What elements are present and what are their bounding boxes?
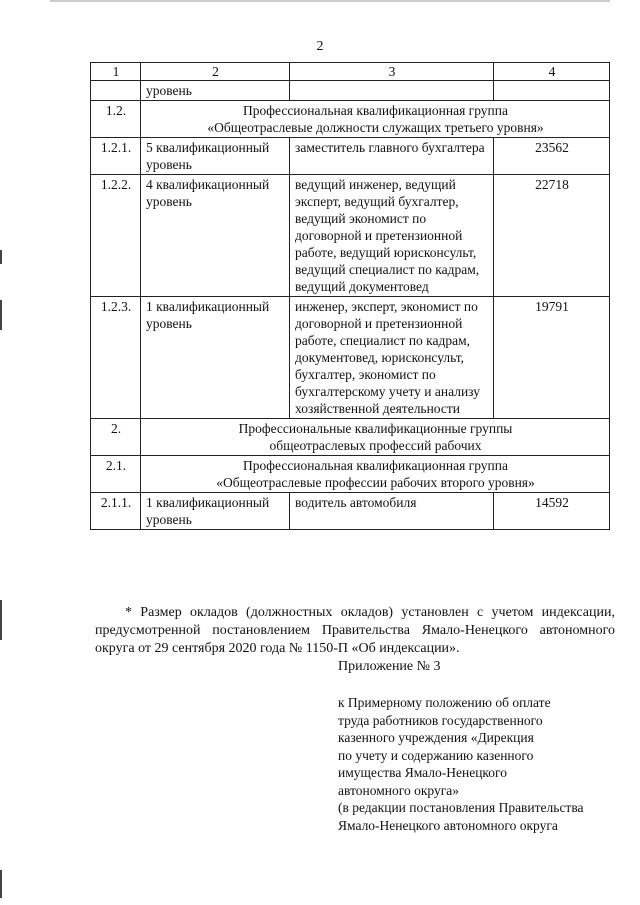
positions-cell-text: заместитель главного бухгалтера [295, 140, 485, 155]
row-number-cell [91, 175, 141, 297]
footnote-text: * Размер окладов (должностных окладов) установлен с учетом индексации, предусмотренной постановлением Правительства Ямало-Ненецкого автономного округа от 29 сентября 2020 года № 1150-П «Об индексации». [95, 605, 615, 656]
row-number-cell-text: 1.2.1. [100, 140, 132, 155]
salary-cell-text: 23562 [535, 140, 569, 155]
positions-cell [290, 297, 494, 419]
appendix-body: к Примерному положению об оплате труда работников государственного казенного учреждения «Дирекция по учету и содержанию казенного имущества Ямало-Ненецкого автономного округа» (в редакции постановления Правительства Ямало-Ненецкого автономного округа [338, 695, 584, 833]
group-row [91, 456, 610, 493]
qualification-level-cell [141, 81, 290, 101]
salary-cell [494, 297, 610, 419]
qualification-level-cell-text: уровень [146, 83, 192, 98]
salary-cell-text: 19791 [535, 299, 569, 314]
row-number-cell-text: 1.2. [105, 103, 127, 118]
header-cell: 3 [290, 63, 494, 81]
qualification-level-cell [141, 175, 290, 297]
qualification-level-cell-text: 1 квалификационный уровень [146, 299, 270, 331]
table-row [91, 138, 610, 175]
row-number-cell-text: 1.2.3. [100, 299, 132, 314]
scan-edge-mark [0, 250, 2, 264]
appendix-title: Приложение № 3 [338, 659, 441, 674]
row-number-cell-text: 2.1.1. [100, 495, 132, 510]
appendix-block [338, 658, 638, 834]
positions-cell-text: водитель автомобиля [295, 495, 417, 510]
row-number-cell [91, 456, 141, 493]
qualification-level-cell [141, 138, 290, 175]
group-title-cell [141, 456, 610, 493]
qualification-level-cell-text: 4 квалификационный уровень [146, 177, 270, 209]
group-title-cell-text: Профессиональная квалификационная группа «Общеотраслевые должности служащих третьего уровня» [207, 103, 544, 135]
table-row [91, 175, 610, 297]
scan-edge-mark [0, 600, 2, 640]
positions-cell [290, 175, 494, 297]
salary-cell [494, 175, 610, 297]
table-row [91, 81, 610, 101]
table-row [91, 493, 610, 530]
footnote [95, 604, 615, 658]
row-number-cell-text: 1.2.2. [100, 177, 132, 192]
header-cell: 1 [91, 63, 141, 81]
salary-cell [494, 138, 610, 175]
group-row [91, 101, 610, 138]
row-number-cell [91, 297, 141, 419]
group-title-cell [141, 419, 610, 456]
row-number-cell [91, 419, 141, 456]
header-cell: 2 [141, 63, 290, 81]
group-title-cell-text: Профессиональные квалификационные группы общеотраслевых профессий рабочих [238, 421, 513, 453]
positions-cell [290, 493, 494, 530]
row-number-cell-text: 2. [110, 421, 122, 436]
row-number-cell [91, 101, 141, 138]
salary-cell-text: 14592 [535, 495, 569, 510]
positions-cell [290, 138, 494, 175]
qualification-level-cell-text: 1 квалификационный уровень [146, 495, 270, 527]
qualification-level-cell [141, 493, 290, 530]
salary-table [90, 62, 610, 530]
row-number-cell [91, 138, 141, 175]
salary-cell-text: 22718 [535, 177, 569, 192]
group-row [91, 419, 610, 456]
scan-top-edge [50, 0, 610, 2]
group-title-cell-text: Профессиональная квалификационная группа «Общеотраслевые профессии рабочих второго уровня» [216, 458, 535, 490]
row-number-cell [91, 81, 141, 101]
group-title-cell [141, 101, 610, 138]
salary-table-body [91, 63, 610, 530]
salary-cell [494, 493, 610, 530]
page-number: 2 [316, 39, 324, 54]
row-number-cell [91, 493, 141, 530]
qualification-level-cell-text: 5 квалификационный уровень [146, 140, 270, 172]
qualification-level-cell [141, 297, 290, 419]
salary-cell [494, 81, 610, 101]
table-row [91, 297, 610, 419]
positions-cell [290, 81, 494, 101]
scan-edge-mark [0, 300, 2, 330]
header-cell: 4 [494, 63, 610, 81]
row-number-cell-text: 2.1. [105, 458, 127, 473]
table-header-row [91, 63, 610, 81]
positions-cell-text: инженер, эксперт, экономист по договорной и претензионной работе, специалист по кадрам, документовед, юрисконсульт, бухгалтер, экономист по бухгалтерскому учету и анализу хозяйственной деятельности [295, 299, 480, 416]
positions-cell-text: ведущий инженер, ведущий эксперт, ведущий бухгалтер, ведущий экономист по договорной и претензионной работе, ведущий юрисконсульт, ведущий специалист по кадрам, ведущий документовед [295, 177, 480, 294]
scan-edge-mark [0, 870, 2, 898]
